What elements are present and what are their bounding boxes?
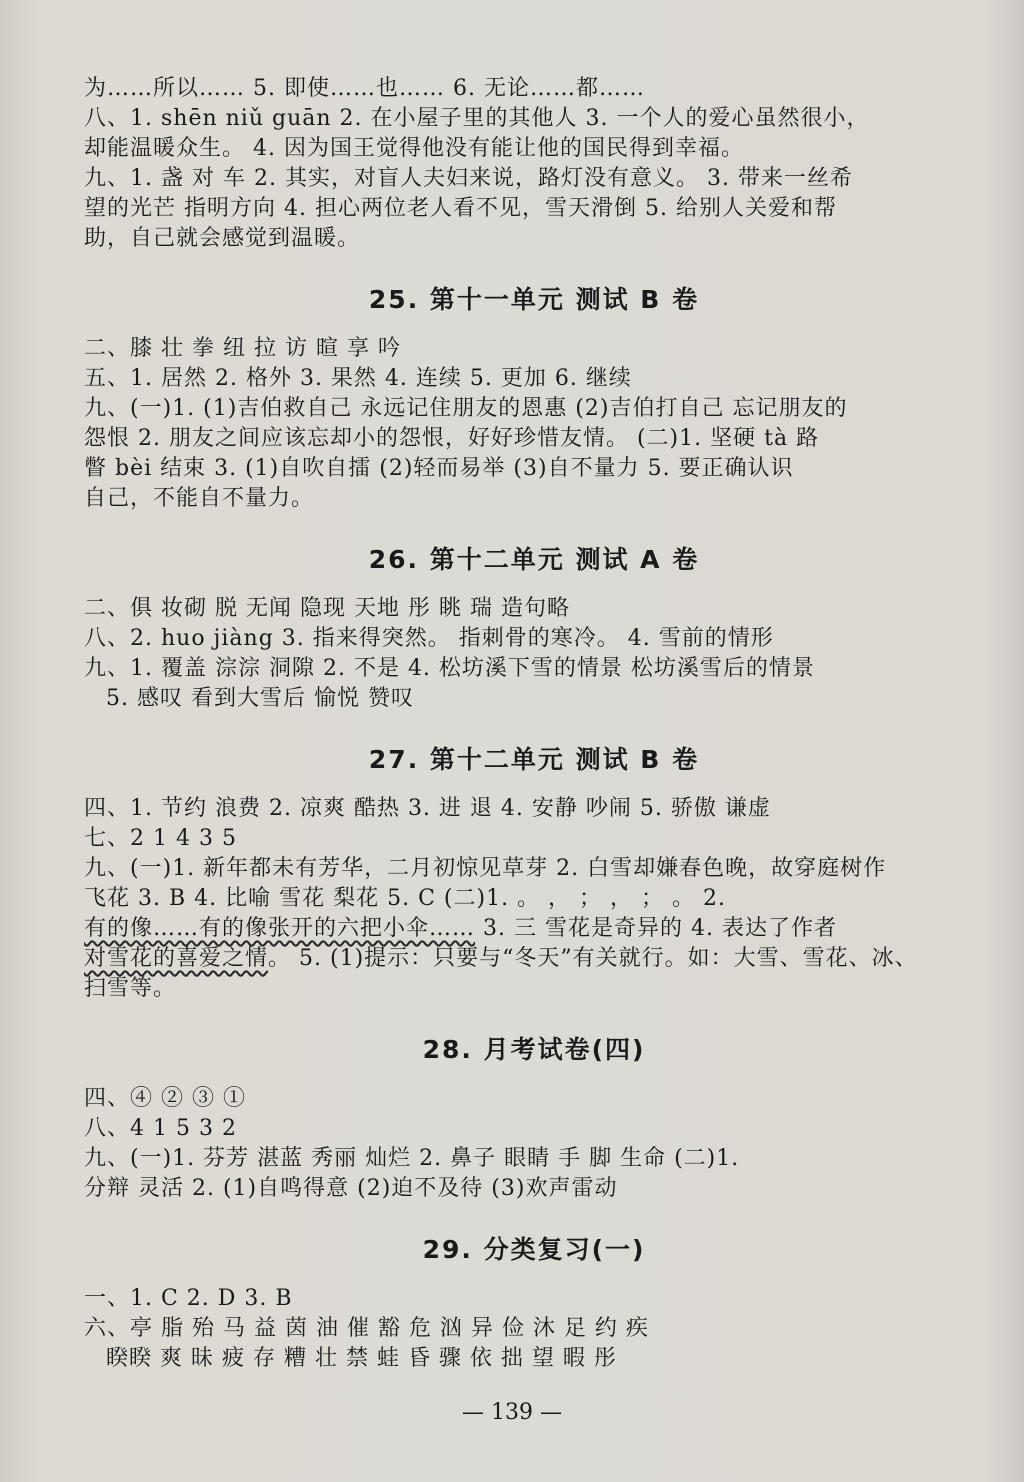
section-title-28: 28. 月考试卷(四): [422, 1035, 646, 1064]
text-line: 九、1. 盏 对 车 2. 其实，对盲人夫妇来说，路灯没有意义。 3. 带来一丝希: [84, 166, 853, 191]
wavy-underlined-text: 有的像……有的像张开的六把小伞……: [84, 916, 476, 941]
section-title-29: 29. 分类复习(一): [422, 1235, 646, 1264]
section-26-body: [84, 594, 984, 714]
text-line: 二、膝 壮 拳 纽 拉 访 暄 享 吟: [84, 336, 401, 361]
text-line: 却能温暖众生。 4. 因为国王觉得他没有能让他的国民得到幸福。: [84, 136, 744, 161]
text-line: 四、1. 节约 浪费 2. 凉爽 酷热 3. 进 退 4. 安静 吵闹 5. 骄傲 谦虚: [84, 796, 771, 821]
section-28-body: [84, 1084, 984, 1204]
text-line: [84, 914, 984, 944]
section-title-25: 25. 第十一单元 测试 B 卷: [368, 285, 700, 314]
answer-content: [84, 74, 984, 1374]
text-line: 怨恨 2. 朋友之间应该忘却小的怨恨，好好珍惜友情。 (二)1. 坚硬 tà 路: [84, 426, 820, 451]
text-line: 瞥 bèi 结束 3. (1)自吹自擂 (2)轻而易举 (3)自不量力 5. 要正确认识: [84, 456, 794, 481]
text-line: 八、1. shēn niǔ guān 2. 在小屋子里的其他人 3. 一个人的爱心虽然很小，: [84, 106, 870, 131]
text-line: 一、1. C 2. D 3. B: [84, 1286, 293, 1311]
text-line: 九、(一)1. 芬芳 湛蓝 秀丽 灿烂 2. 鼻子 眼睛 手 脚 生命 (二)1.: [84, 1146, 740, 1171]
text-line: 自己，不能自不量力。: [84, 486, 315, 511]
text-line: 九、(一)1. 新年都未有芳华，二月初惊见草芽 2. 白雪却嫌春色晚，故穿庭树作: [84, 856, 887, 881]
text-line: 分辩 灵活 2. (1)自鸣得意 (2)迫不及待 (3)欢声雷动: [84, 1176, 618, 1201]
text-line: 八、4 1 5 3 2: [84, 1116, 237, 1141]
text-line: 四、④ ② ③ ①: [84, 1086, 246, 1111]
text-line: [84, 944, 984, 974]
text-line: 助，自己就会感觉到温暖。: [84, 226, 361, 251]
text-line: 九、(一)1. (1)吉伯救自己 永远记住朋友的恩惠 (2)吉伯打自己 忘记朋友的: [84, 396, 848, 421]
text-line: 九、1. 覆盖 淙淙 洞隙 2. 不是 4. 松坊溪下雪的情景 松坊溪雪后的情景: [84, 656, 815, 681]
section-27-body: [84, 794, 984, 1004]
section-title-26: 26. 第十二单元 测试 A 卷: [368, 545, 700, 574]
text-line: 七、2 1 4 3 5: [84, 826, 237, 851]
section-29-body: [84, 1284, 984, 1374]
text-span: 3. 三 雪花是奇异的 4. 表达了作者: [475, 916, 837, 941]
section-25-body: [84, 334, 984, 514]
text-line: 飞花 3. B 4. 比喻 雪花 梨花 5. C (二)1. 。 ， ； ， ； 。 2.: [84, 886, 727, 911]
text-line: 为……所以…… 5. 即使……也…… 6. 无论……都……: [84, 76, 645, 101]
text-line: 睽睽 爽 昧 疲 存 糟 壮 禁 蛙 昏 骤 依 拙 望 暇 彤: [106, 1346, 617, 1371]
text-line: 八、2. huo jiàng 3. 指来得突然。 指刺骨的寒冷。 4. 雪前的情形: [84, 626, 774, 651]
wavy-underlined-text: 对雪花的喜爱之情: [84, 946, 269, 971]
text-line: 扫雪等。: [84, 976, 177, 1001]
page-number: — 139 —: [462, 1400, 562, 1425]
section-title-27: 27. 第十二单元 测试 B 卷: [368, 745, 700, 774]
text-line: 望的光芒 指明方向 4. 担心两位老人看不见，雪天滑倒 5. 给别人关爱和帮: [84, 196, 837, 221]
text-line: 六、亭 脂 殆 马 益 茵 油 催 豁 危 汹 异 俭 沐 足 约 疾: [84, 1316, 649, 1341]
text-line: 5. 感叹 看到大雪后 愉悦 赞叹: [106, 686, 414, 711]
text-line: 五、1. 居然 2. 格外 3. 果然 4. 连续 5. 更加 6. 继续: [84, 366, 632, 391]
intro-block: [84, 74, 984, 254]
text-line: 二、俱 妆砌 脱 无闻 隐现 天地 彤 眺 瑞 造句略: [84, 596, 570, 621]
text-span: 。 5. (1)提示：只要与“冬天”有关就行。如：大雪、雪花、冰、: [268, 946, 918, 971]
